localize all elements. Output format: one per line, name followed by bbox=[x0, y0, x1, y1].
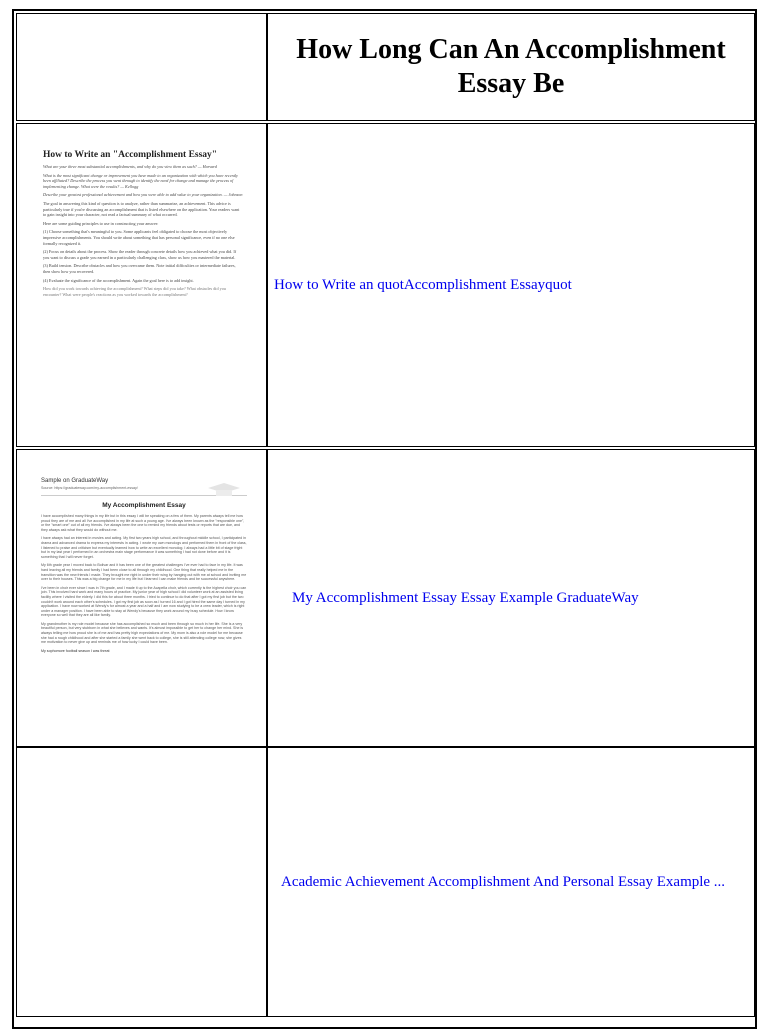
page-title bbox=[267, 13, 755, 121]
essay-thumbnail-2[interactable] bbox=[41, 478, 247, 742]
results-table bbox=[12, 9, 757, 1029]
thumbnail-2-heading: My Accomplishment Essay bbox=[102, 502, 186, 509]
thumbnail-1-paragraph: Describe your greatest professional achievement and how you were able to add value to your organization. — Johnson bbox=[43, 192, 243, 198]
result-link-1[interactable]: How to Write an quotAccomplishment Essayquot bbox=[274, 276, 572, 293]
thumbnail-2-paragraph: I have always had an interest in movies and acting. My first two years high school, and throughout middle school, I participated in drama and advanced drama to express my interests in acting. I wrote my own monologs and performed them in front of the class, I listened to praise and criticism but eventually learned how to write an excellent monolog. I always had a little bit of stage fright but in my last year I performed in an orchestra main stage performance it was something I had not done before and it is something that I will never forget. bbox=[41, 536, 247, 559]
thumbnail-1-paragraph: What are your three most substantial accomplishments, and why do you view them as such? — Harvard bbox=[43, 164, 217, 169]
thumbnail-2-source: Source: https://graduateway.com/my-accomplishment-essay/ bbox=[41, 486, 138, 490]
thumbnail-1-paragraph: (3) Build tension. Describe obstacles and how you overcame them. Note initial difficulties or intermediate failures, then show how you recovered. bbox=[43, 263, 236, 274]
page-title-text: How Long Can An Accomplishment Essay Be bbox=[296, 34, 726, 99]
link-cell-3 bbox=[267, 747, 755, 1017]
result-link-2[interactable]: My Accomplishment Essay Essay Example GraduateWay bbox=[292, 589, 639, 606]
thumbnail-1-paragraph: How did you work towards achieving the accomplishment? What steps did you take? What obstacles did you encounter? What were people's reactions as you worked towards the accomplishment? bbox=[43, 286, 226, 297]
result-link-3[interactable]: Academic Achievement Accomplishment And Personal Essay Example ... bbox=[281, 873, 726, 890]
thumbnail-1-paragraph: (2) Focus on details about the process. Show the reader through concrete details how you achieved what you did. If you want to discuss a grade you earned in a particularly challenging class, show us how you mastered the material. bbox=[43, 249, 237, 260]
link-cell-2 bbox=[267, 449, 755, 747]
thumbnail-cell-1[interactable] bbox=[16, 123, 267, 447]
thumbnail-2-paragraph: I have accomplished many things in my life but in this essay I will be speaking on a few of them. My parents always tell me how proud they are of me and all I've accomplished in my life at such a young age. I've always been known as the "responsible one", or the "smart one" out of all my friends. I've always been the one to remind my friends about tests or reports that are due, and they always ask what they would do without me. bbox=[41, 514, 245, 532]
thumbnail-1-paragraph: Here are some guiding principles to use in constructing your answer: bbox=[43, 220, 159, 226]
link-cell-1 bbox=[267, 123, 755, 447]
thumbnail-2-paragraph: My sophomore football season I was threat bbox=[41, 648, 110, 653]
thumbnail-1-paragraph: The goal in answering this kind of question is to analyze, rather than summarize, an achievement. This advice is particularly true if you're discussing an accomplishment that is listed elsewhere on the application. Your readers want to gain insight into your character, not read a factual summary of what occurred. bbox=[43, 200, 240, 218]
thumbnail-2-paragraph: My 6th grade year I moved back to Bolivar and it has been one of the greatest challenges I've ever had to face in my life. It was hard leaving all my friends and family I had been close to all through my childhood. One thing that really helped me in the transition was the new friends I made. They brought me right in under their wing by hanging out with me at school and inviting me over to their houses. This was a big change for me in my life but I learned I can make friends and be successful anywhere. bbox=[41, 563, 247, 582]
header-empty-cell bbox=[16, 13, 267, 121]
essay-thumbnail-1[interactable] bbox=[43, 150, 243, 440]
thumbnail-cell-3 bbox=[16, 747, 267, 1017]
thumbnail-1-paragraph: What is the most significant change or improvement you have made to an organization with which you have recently been affiliated? Describe the process you went through to identify the need for change and manage the process of implementing change. What were the results? — Kellogg bbox=[43, 172, 238, 189]
thumbnail-2-header: Sample on GraduateWay bbox=[41, 478, 109, 484]
graduation-cap-icon bbox=[207, 482, 241, 498]
thumbnail-2-paragraph: My grandmother is my role model because she has accomplished so much and been through so much in her life. She is a very beautiful person, but very stubborn in what she believes and wants. It's almost impossible to get her to change her mind. She is always telling me how proud she is of me and has pretty high expectations of me. My mom is also a role model for me because she had a rough childhood and after she started a family she went back to college, she is still attending college now, she gives me motivation to never give up and reminds me of how lucky I could have been. bbox=[41, 621, 244, 645]
thumbnail-1-heading: How to Write an "Accomplishment Essay" bbox=[43, 150, 218, 160]
thumbnail-1-paragraph: (1) Choose something that's meaningful to you. Some applicants feel obligated to choose the most objectively impressive accomplishments. You should write about something that has personal significance, even if no one else formally recognized it. bbox=[43, 229, 235, 246]
thumbnail-1-paragraph: (4) Evaluate the significance of the accomplishment. Again the goal here is to add insight. bbox=[43, 277, 194, 283]
thumbnail-2-paragraph: I've been in choir ever since I was in 7th grade, and I made it up to the Acapella choir, which currently is the highest choir you can join. This involved hard work and many hours of practice. My junior year of high school I did volunteer work at an assisted living facility where I visited the elderly. I did this for about three months. I tried to continue to do that after I got my first job but the two couldn't work around each other's schedules. I got my first job as soon as I turned 16 and I got hired the same day I turned in my application. I have now worked at Wendy's for almost a year and a half and I am now studying to be a crew leader, which is right under a manager position. I have been able to stay at Wendy's because they work around my busy schedule. How I know everyone so well that they are all like family. bbox=[41, 585, 247, 618]
thumbnail-cell-2[interactable] bbox=[16, 449, 267, 747]
